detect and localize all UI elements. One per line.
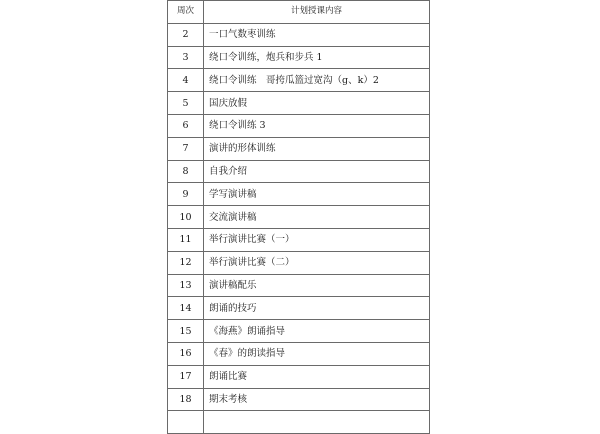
week-number-cell: 11 — [168, 228, 204, 251]
plan-content-cell: 期末考核 — [204, 388, 430, 411]
plan-content-cell: 一口气数枣训练 — [204, 23, 430, 46]
table-row — [168, 251, 430, 274]
week-number-cell: 9 — [168, 183, 204, 206]
plan-content-cell: 朗诵比赛 — [204, 365, 430, 388]
plan-content-cell: 《海燕》朗诵指导 — [204, 320, 430, 343]
week-number-cell: 3 — [168, 46, 204, 69]
plan-content-cell: 国庆放假 — [204, 92, 430, 115]
plan-content-cell: 绕口令训练，炮兵和步兵 1 — [204, 46, 430, 69]
course-schedule-sheet — [167, 0, 430, 405]
week-number-cell: 17 — [168, 365, 204, 388]
table-row — [168, 228, 430, 251]
plan-column-header: 计划授课内容 — [204, 1, 430, 24]
table-row — [168, 160, 430, 183]
empty-week-cell — [168, 411, 204, 434]
plan-content-cell: 绕口令训练 3 — [204, 114, 430, 137]
week-number-cell: 15 — [168, 320, 204, 343]
table-row-empty — [168, 411, 430, 434]
week-number-cell: 6 — [168, 114, 204, 137]
week-number-cell: 14 — [168, 297, 204, 320]
table-header-row — [168, 1, 430, 24]
week-number-cell: 2 — [168, 23, 204, 46]
table-row — [168, 206, 430, 229]
week-number-cell: 18 — [168, 388, 204, 411]
week-number-cell: 7 — [168, 137, 204, 160]
table-row — [168, 69, 430, 92]
plan-content-cell: 演讲稿配乐 — [204, 274, 430, 297]
table-row — [168, 183, 430, 206]
table-row — [168, 46, 430, 69]
table-row — [168, 342, 430, 365]
week-column-header: 周次 — [168, 1, 204, 24]
plan-content-cell: 举行演讲比赛（一） — [204, 228, 430, 251]
course-schedule-table — [167, 0, 430, 434]
plan-content-cell: 交流演讲稿 — [204, 206, 430, 229]
week-number-cell: 16 — [168, 342, 204, 365]
week-number-cell: 13 — [168, 274, 204, 297]
plan-content-cell: 绕口令训练 哥挎瓜篮过宽沟（g、k）2 — [204, 69, 430, 92]
plan-content-cell: 学写演讲稿 — [204, 183, 430, 206]
week-number-cell: 12 — [168, 251, 204, 274]
table-row — [168, 274, 430, 297]
plan-content-cell: 举行演讲比赛（二） — [204, 251, 430, 274]
table-row — [168, 23, 430, 46]
table-row — [168, 388, 430, 411]
week-number-cell: 8 — [168, 160, 204, 183]
table-row — [168, 114, 430, 137]
table-row — [168, 297, 430, 320]
week-number-cell: 5 — [168, 92, 204, 115]
table-row — [168, 137, 430, 160]
plan-content-cell: 自我介绍 — [204, 160, 430, 183]
week-number-cell: 4 — [168, 69, 204, 92]
week-number-cell: 10 — [168, 206, 204, 229]
plan-content-cell: 《春》的朗读指导 — [204, 342, 430, 365]
table-row — [168, 320, 430, 343]
plan-content-cell: 演讲的形体训练 — [204, 137, 430, 160]
table-row — [168, 365, 430, 388]
table-body — [168, 23, 430, 433]
table-row — [168, 92, 430, 115]
plan-content-cell: 朗诵的技巧 — [204, 297, 430, 320]
empty-plan-cell — [204, 411, 430, 434]
